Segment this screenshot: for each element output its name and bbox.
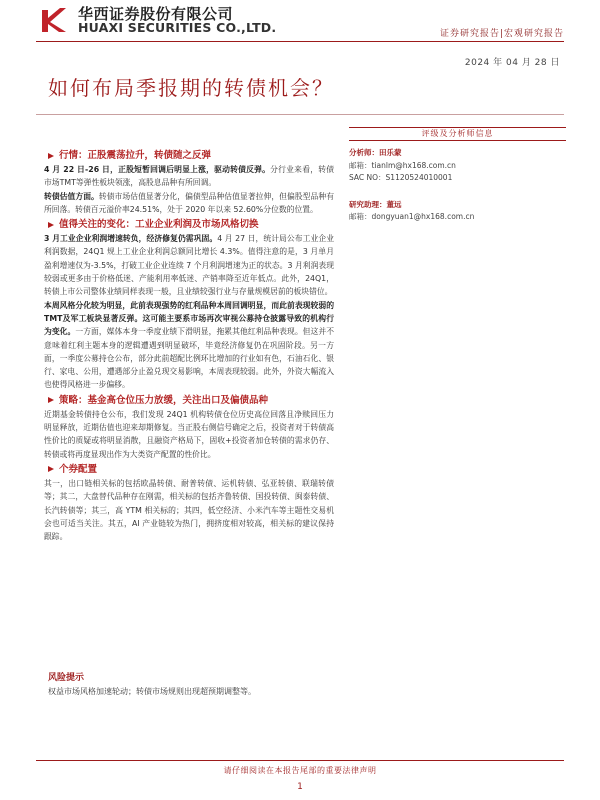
section-heading-strategy: 策略：基金高仓位压力放缓，关注出口及偏债品种 bbox=[44, 394, 334, 408]
bullet-triangle-icon bbox=[48, 466, 54, 472]
report-date: 2024 年 04 月 28 日 bbox=[464, 58, 560, 68]
brand-name-cn: 华西证券股份有限公司 bbox=[78, 5, 234, 23]
assistant-name: 董远 bbox=[386, 199, 402, 209]
paragraph: 近期基金转债持仓公布，我们发现 24Q1 机构转债仓位历史高位回落且净赎回压力明显释放，近期估值也迎来却期修复。当正股右侧信号确定之后，投资者对于转债高性价比的质疑或将明显消散，且融资产格局下，固收+投资者加仓转债的需求仍存、转债或将再度显现出作为大类资产配置的性价比。 bbox=[44, 409, 334, 459]
risk-text: 权益市场风格加速轮动；转债市场规则出现超预期调整等。 bbox=[48, 687, 256, 696]
analyst-sidebar bbox=[349, 127, 566, 224]
section-heading-changes: 值得关注的变化：工业企业利润及市场风格切换 bbox=[44, 218, 334, 232]
paragraph: 转债估值方面。转债市场估值显著分化，偏债型品种估值显著拉伸，但偏股型品种有所回落。转债百元溢价率24.51%，处于 2020 年以来 52.60%分位数的位置。 bbox=[44, 191, 334, 214]
sac-line: SAC NO：S1120524010001 bbox=[349, 173, 453, 182]
footer-disclaimer: 请仔细阅读在本报告尾部的重要法律声明 bbox=[223, 766, 377, 775]
title-divider bbox=[36, 114, 564, 115]
header-divider bbox=[36, 41, 564, 42]
paragraph: 4 月 22 日-26 日，正股短暂回调后明显上涨，驱动转债反弹。分行业来看，转债市场TMT等弹性板块领涨，高股息品种有所回调。 bbox=[44, 165, 335, 188]
analyst-name: 田乐蒙 bbox=[379, 148, 402, 157]
report-type: 证券研究报告|宏观研究报告 bbox=[439, 29, 564, 39]
section-heading-market: 行情：正股震荡拉升，转债随之反弹 bbox=[44, 149, 334, 163]
sidebar-header: 评级及分析师信息 bbox=[349, 127, 566, 141]
bullet-triangle-icon bbox=[48, 397, 54, 403]
page-number: 1 bbox=[297, 782, 303, 792]
section-heading-allocation: 个券配置 bbox=[44, 463, 334, 477]
paragraph: 其一，出口链相关标的包括欧晶转债、耐普转债、运机转债、弘亚转债、联瑞转债等；其二，大盘替代品种存在刚需，相关标的包括齐鲁转债、国投转债、闽泰转债、长汽转债等；其三，高 YTM 相关标的；其四，低空经济、小米汽车等主题性交易机会也可适当关注。其五，AI 产业链较为热门，拥挤度相对较高，相关标的建议保持跟踪。 bbox=[44, 478, 334, 542]
paragraph: 3 月工业企业利润增速转负，经济修复仍需巩固。4 月 27 日，统计局公布工业企业利润数据，24Q1 规上工业企业利润总额同比增长 4.3%。值得注意的是，3 月单月盈利增速仅为-3.5%，打破工业企业连续 7 个月利润增速为正的状态。3 月利润表现较弱或更多由于价格低迷、产能利用率低迷、产销率降至近年低点。此外，24Q1，转债上市公司整体业绩同样表现一般，且业绩较强行业与存量规模居前的板块错位。 bbox=[44, 234, 334, 297]
sac-number: S1120524010001 bbox=[385, 173, 453, 182]
bullet-triangle-icon bbox=[48, 222, 54, 228]
report-title: 如何布局季报期的转债机会？ bbox=[48, 76, 334, 100]
risk-heading: 风险提示 bbox=[48, 673, 85, 683]
huaxi-logo-icon bbox=[38, 4, 70, 36]
assistant-email-line: 邮箱：dongyuan1@hx168.com.cn bbox=[349, 212, 475, 221]
analyst-email-link[interactable]: tianlm@hx168.com.cn bbox=[371, 160, 456, 170]
analyst-line: 分析师：田乐蒙 bbox=[349, 148, 402, 157]
brand-name-en: HUAXI SECURITIES CO.,LTD. bbox=[78, 20, 277, 35]
main-content bbox=[44, 149, 334, 543]
analyst-email-line: 邮箱：tianlm@hx168.com.cn bbox=[349, 160, 456, 170]
assistant-email-link[interactable]: dongyuan1@hx168.com.cn bbox=[371, 212, 475, 221]
bullet-triangle-icon bbox=[48, 153, 54, 159]
assistant-line: 研究助理：董远 bbox=[349, 199, 402, 209]
footer-divider bbox=[36, 760, 564, 761]
paragraph: 本周风格分化较为明显，此前表现强势的红利品种本周回调明显，而此前表现较弱的TMT及军工板块显著反弹。这可能主要系市场再次审视公募持仓披露导致的机构行为变化。一方面，媒体本身一季度业绩下滑明显，拖累其他红利品种表现。但这并不意味着红利主题本身的逻辑遭遇到明显破坏，毕竟经济修复仍在巩固阶段。另一方面，一季度公募持仓公布，部分此前超配比例环比增加的行业如有色，石油石化、银行、家电、公用，遭遇部分止盈兑现交易影响，本周表现较弱。此外，外资大幅流入也使得风格进一步偏移。 bbox=[44, 300, 334, 390]
